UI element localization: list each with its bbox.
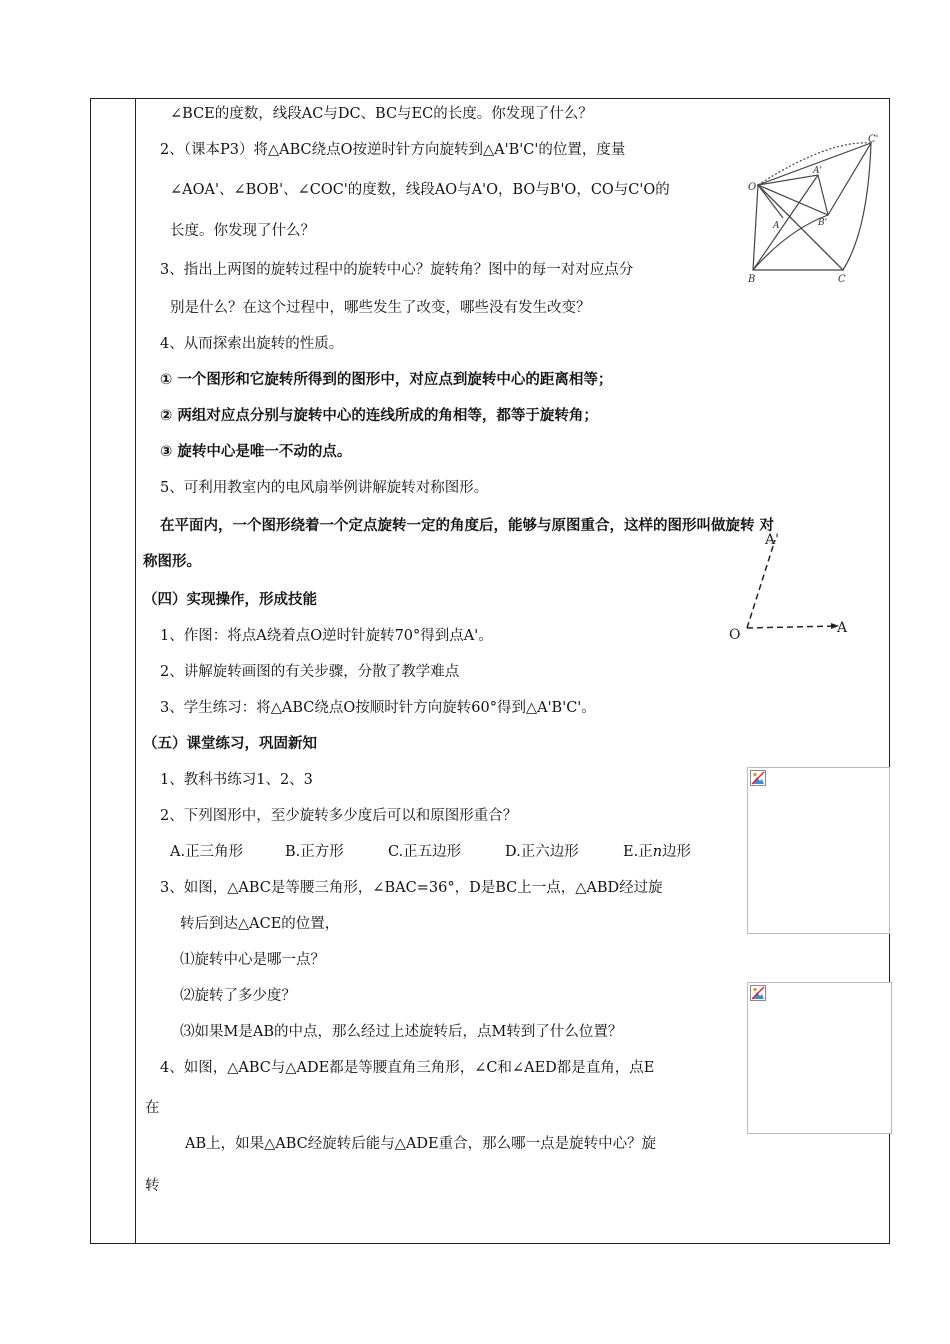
column-divider <box>135 98 136 1244</box>
broken-image-placeholder <box>747 982 892 1134</box>
label-o: O <box>729 627 741 643</box>
label-c: C <box>838 274 846 285</box>
text-line: 3、如图，△ABC是等腰三角形，∠BAC=36°，D是BC上一点，△ABD经过旋 <box>160 880 663 896</box>
text-line: 在 <box>145 1100 160 1116</box>
property-1: ① 一个图形和它旋转所得到的图形中，对应点到旋转中心的距离相等； <box>160 372 613 388</box>
broken-image-placeholder <box>747 767 890 934</box>
option-e: E.正n边形 <box>623 844 692 860</box>
text-line: ⑴旋转中心是哪一点？ <box>180 952 325 968</box>
text-line: 4、如图，△ABC与△ADE都是等腰直角三角形，∠C和∠AED都是直角，点E <box>160 1060 655 1076</box>
text-line: ⑵旋转了多少度？ <box>180 988 296 1004</box>
text-line: AB上，如果△ABC经旋转后能与△ADE重合，那么哪一点是旋转中心？旋 <box>185 1136 657 1152</box>
text-line: 长度。你发现了什么？ <box>170 223 315 239</box>
text-line: 1、作图：将点A绕着点O逆时针旋转70°得到点A'。 <box>160 628 493 644</box>
section-heading: （四）实现操作，形成技能 <box>143 592 317 608</box>
text-line: 4、从而探索出旋转的性质。 <box>160 336 344 352</box>
text-line: 转后到达△ACE的位置， <box>180 916 340 932</box>
label-a: A <box>773 221 780 231</box>
text-line: 转 <box>145 1178 160 1194</box>
property-2: ② 两组对应点分别与旋转中心的连线所成的角相等，都等于旋转角； <box>160 408 598 424</box>
label-c-prime: C' <box>868 134 879 145</box>
option-d: D.正六边形 <box>505 844 579 860</box>
option-b: B.正方形 <box>285 844 344 860</box>
label-a-prime: A' <box>765 532 779 548</box>
label-o: O <box>748 182 757 193</box>
section-heading: （五）课堂练习，巩固新知 <box>143 736 317 752</box>
text-line: 2、（课本P3）将△ABC绕点O按逆时针方向旋转到△A'B'C'的位置，度量 <box>160 142 626 158</box>
text-line: 1、教科书练习1、2、3 <box>160 772 313 788</box>
option-c: C.正五边形 <box>388 844 462 860</box>
label-a: A <box>837 620 848 636</box>
text-line: 3、指出上两图的旋转过程中的旋转中心？旋转角？图中的每一对对应点分 <box>160 262 634 278</box>
label-b-prime: B' <box>818 218 828 228</box>
text-line: 5、可利用教室内的电风扇举例讲解旋转对称图形。 <box>160 480 489 496</box>
label-b: B <box>748 274 756 285</box>
text-line: 3、学生练习：将△ABC绕点O按顺时针方向旋转60°得到△A'B'C'。 <box>160 700 596 716</box>
property-3: ③ 旋转中心是唯一不动的点。 <box>160 444 352 460</box>
text-line: 2、下列图形中，至少旋转多少度后可以和原图形重合？ <box>160 808 518 824</box>
text-line: ∠BCE的度数，线段AC与DC、BC与EC的长度。你发现了什么？ <box>170 106 593 122</box>
rotation-figure-point <box>725 528 860 643</box>
definition-line: 在平面内，一个图形绕着一个定点旋转一定的角度后，能够与原图重合，这样的图形叫做旋转 对 <box>160 518 775 534</box>
definition-line: 称图形。 <box>143 554 201 570</box>
broken-image-icon <box>750 985 766 1001</box>
rotation-figure-triangles <box>728 130 888 285</box>
option-a: A.正三角形 <box>170 844 244 860</box>
broken-image-icon <box>750 770 766 786</box>
text-line: 2、讲解旋转画图的有关步骤，分散了教学难点 <box>160 664 460 680</box>
label-a-prime: A' <box>813 166 822 176</box>
text-line: ∠AOA'、∠BOB'、∠COC'的度数，线段AO与A'O，BO与B'O，CO与C'O的 <box>170 182 670 198</box>
text-line: ⑶如果M是AB的中点，那么经过上述旋转后，点M转到了什么位置？ <box>180 1024 623 1040</box>
text-line: 别是什么？在这个过程中，哪些发生了改变，哪些没有发生改变？ <box>170 300 591 316</box>
